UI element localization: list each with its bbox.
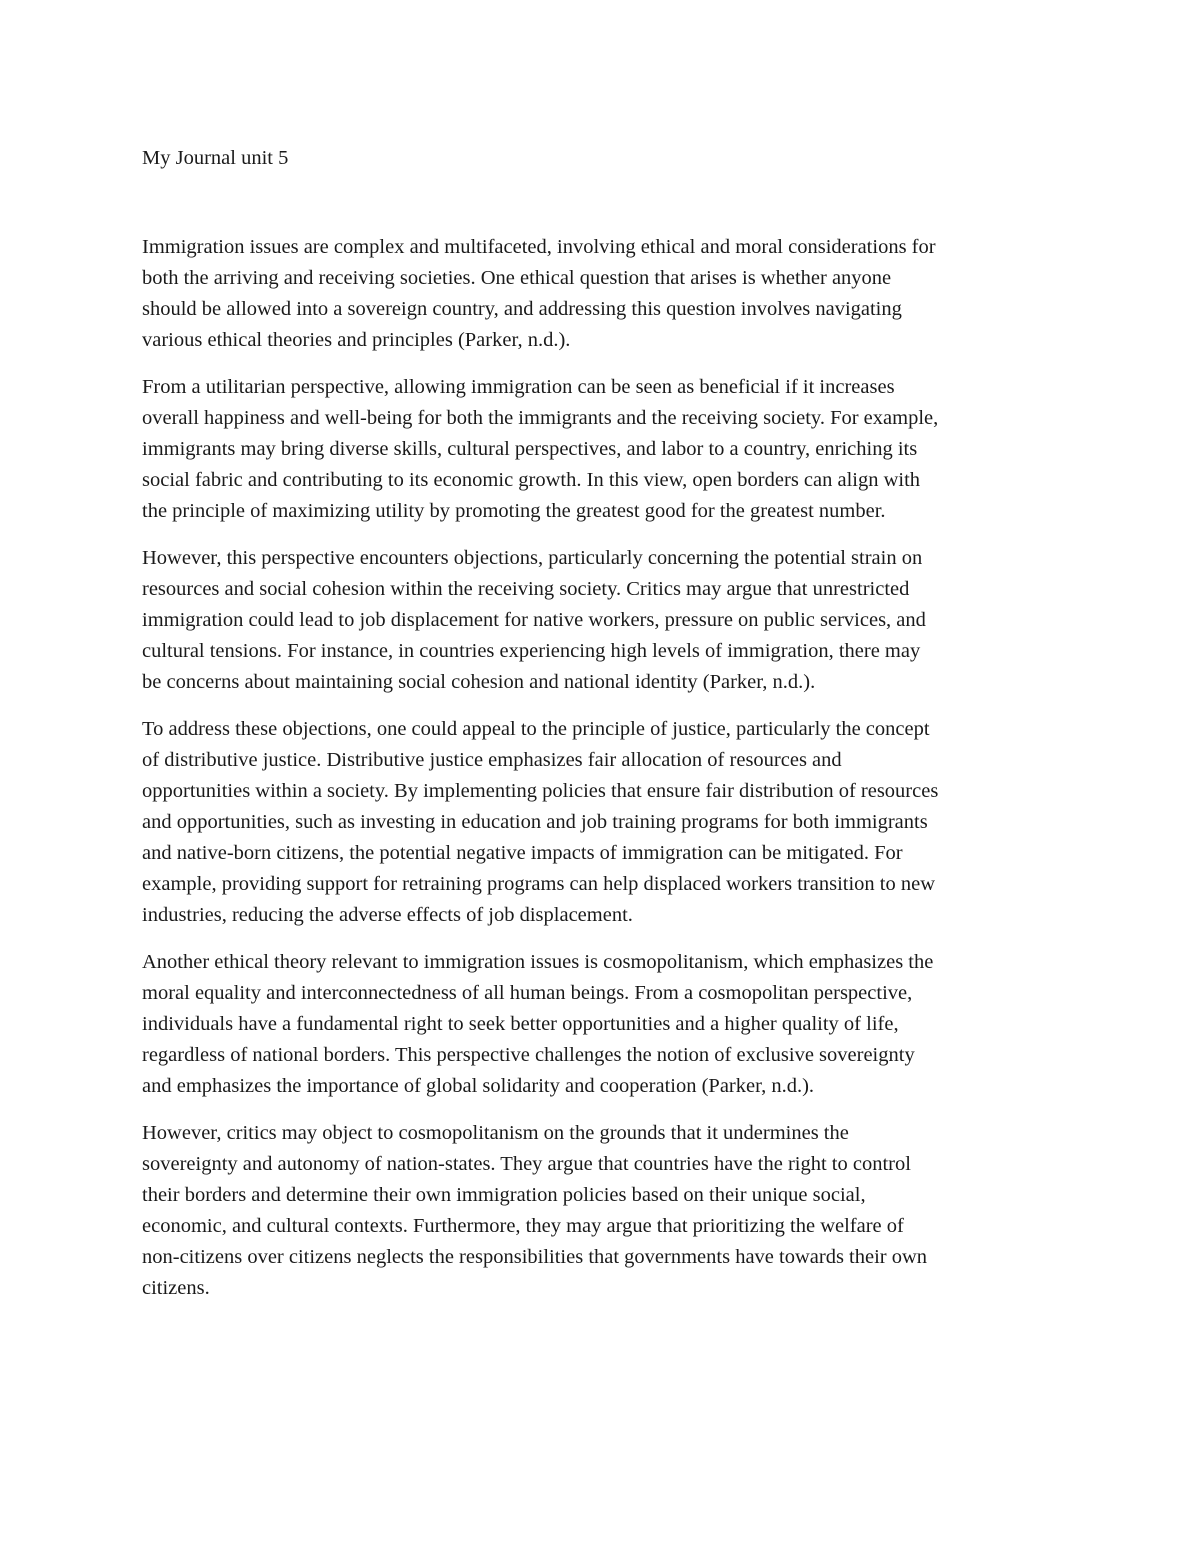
- text-line: immigration could lead to job displacement for native workers, pressure on public services, and: [142, 609, 926, 631]
- text-line: moral equality and interconnectedness of all human beings. From a cosmopolitan perspective,: [142, 982, 913, 1004]
- paragraph-3: [142, 543, 1072, 698]
- text-line: immigrants may bring diverse skills, cultural perspectives, and labor to a country, enriching its: [142, 438, 918, 460]
- text-line: economic, and cultural contexts. Furthermore, they may argue that prioritizing the welfare of: [142, 1215, 904, 1237]
- text-line: From a utilitarian perspective, allowing immigration can be seen as beneficial if it increases: [142, 376, 895, 398]
- text-line: industries, reducing the adverse effects of job displacement.: [142, 904, 633, 926]
- text-line: Another ethical theory relevant to immigration issues is cosmopolitanism, which emphasizes the: [142, 951, 934, 973]
- text-line: However, critics may object to cosmopolitanism on the grounds that it undermines the: [142, 1122, 849, 1144]
- text-line: social fabric and contributing to its economic growth. In this view, open borders can align with: [142, 469, 921, 491]
- text-line: overall happiness and well-being for both the immigrants and the receiving society. For example,: [142, 407, 939, 429]
- text-line: regardless of national borders. This perspective challenges the notion of exclusive sovereignty: [142, 1044, 915, 1066]
- paragraph-2: [142, 372, 1072, 527]
- text-line: both the arriving and receiving societies. One ethical question that arises is whether anyone: [142, 267, 892, 289]
- text-line: opportunities within a society. By implementing policies that ensure fair distribution of resources: [142, 780, 939, 802]
- paragraph-4: [142, 714, 1072, 931]
- text-line: resources and social cohesion within the receiving society. Critics may argue that unrestricted: [142, 578, 910, 600]
- text-line: individuals have a fundamental right to seek better opportunities and a higher quality of life,: [142, 1013, 899, 1035]
- text-line: cultural tensions. For instance, in countries experiencing high levels of immigration, there may: [142, 640, 921, 662]
- paragraph-6: [142, 1118, 1072, 1304]
- text-line: of distributive justice. Distributive justice emphasizes fair allocation of resources and: [142, 749, 842, 771]
- text-line: be concerns about maintaining social cohesion and national identity (Parker, n.d.).: [142, 671, 816, 693]
- text-line: the principle of maximizing utility by promoting the greatest good for the greatest number.: [142, 500, 886, 522]
- text-line: their borders and determine their own immigration policies based on their unique social,: [142, 1184, 866, 1206]
- text-line: However, this perspective encounters objections, particularly concerning the potential strain on: [142, 547, 923, 569]
- paragraph-1: [142, 232, 1072, 356]
- document-title: My Journal unit 5: [142, 147, 289, 169]
- text-line: and opportunities, such as investing in education and job training programs for both immigrants: [142, 811, 928, 833]
- text-line: and emphasizes the importance of global solidarity and cooperation (Parker, n.d.).: [142, 1075, 815, 1097]
- text-line: should be allowed into a sovereign country, and addressing this question involves navigating: [142, 298, 902, 320]
- document-body: [142, 232, 1072, 1320]
- paragraph-5: [142, 947, 1072, 1102]
- text-line: example, providing support for retraining programs can help displaced workers transition to new: [142, 873, 936, 895]
- text-line: Immigration issues are complex and multifaceted, involving ethical and moral considerations for: [142, 236, 936, 258]
- text-line: citizens.: [142, 1277, 210, 1299]
- text-line: various ethical theories and principles (Parker, n.d.).: [142, 329, 571, 351]
- text-line: To address these objections, one could appeal to the principle of justice, particularly the concept: [142, 718, 930, 740]
- text-line: and native-born citizens, the potential negative impacts of immigration can be mitigated. For: [142, 842, 903, 864]
- text-line: non-citizens over citizens neglects the responsibilities that governments have towards their own: [142, 1246, 928, 1268]
- text-line: sovereignty and autonomy of nation-states. They argue that countries have the right to control: [142, 1153, 911, 1175]
